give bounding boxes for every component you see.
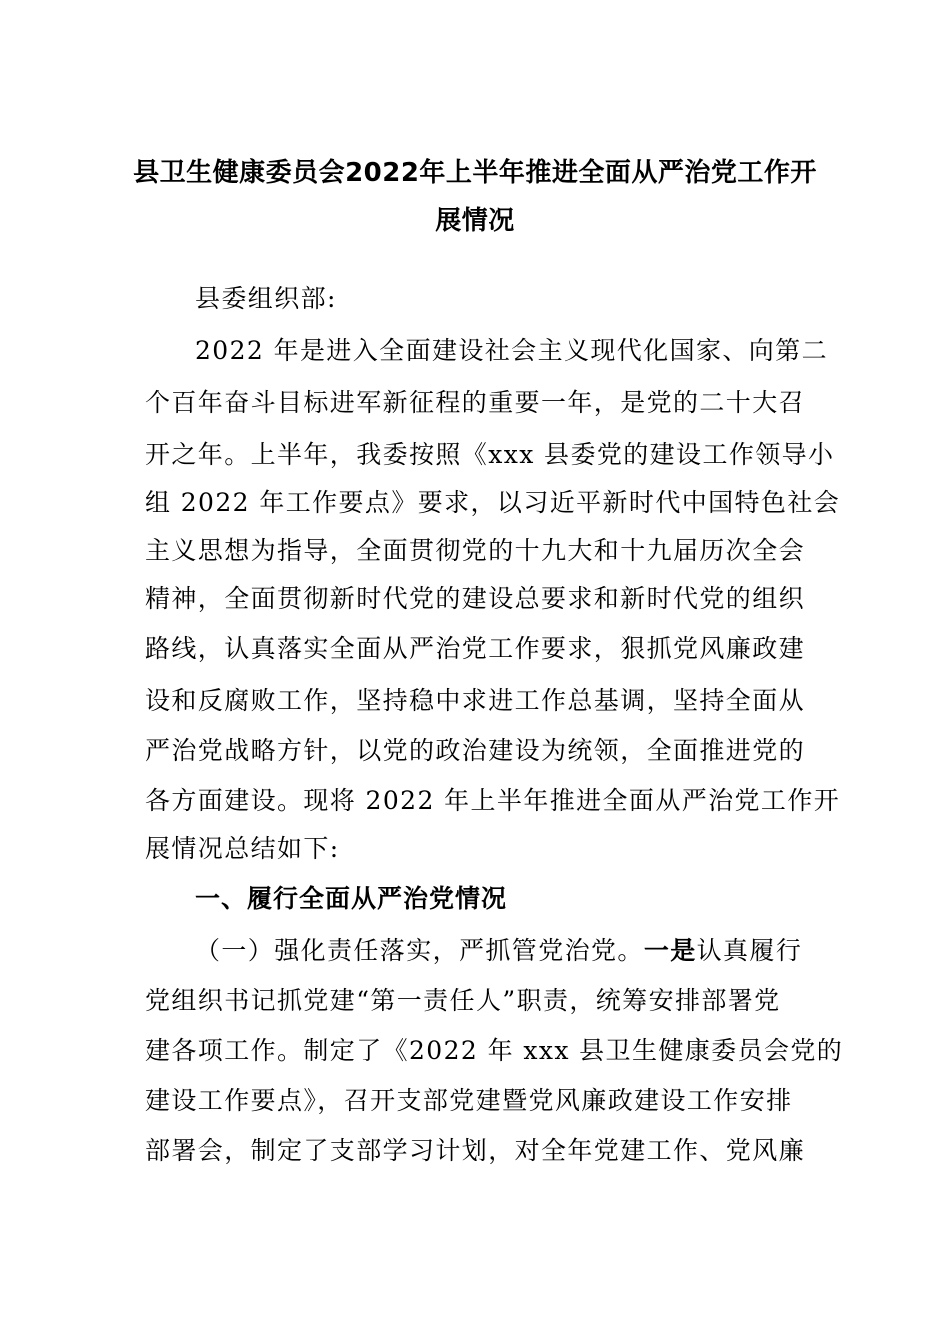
paragraph-1-line: 设和反腐败工作，坚持稳中求进工作总基调，坚持全面从 — [145, 686, 806, 715]
paragraph-1-line: 展情况总结如下: — [145, 834, 340, 863]
salutation: 县委组织部: — [195, 284, 337, 313]
paragraph-1-line: 各方面建设。现将 2022 年上半年推进全面从严治党工作开 — [145, 786, 841, 815]
paragraph-1-line: 组 2022 年工作要点》要求，以习近平新时代中国特色社会 — [145, 488, 841, 517]
paragraph-1-line: 精神，全面贯彻新时代党的建设总要求和新时代党的组织 — [145, 584, 806, 613]
section-1-heading: 一、履行全面从严治党情况 — [195, 884, 508, 913]
paragraph-2-continuation: 认真履行 — [696, 936, 803, 965]
paragraph-2-line: 建设工作要点》，召开支部党建暨党风廉政建设工作安排 — [145, 1086, 793, 1115]
paragraph-1-line: 开之年。上半年，我委按照《xxx 县委党的建设工作领导小 — [145, 440, 835, 469]
paragraph-1-line: 2022 年是进入全面建设社会主义现代化国家、向第二 — [195, 336, 828, 365]
paragraph-2-line: 建各项工作。制定了《2022 年 xxx 县卫生健康委员会党的 — [145, 1036, 844, 1065]
paragraph-2-emphasis: 一是 — [643, 936, 697, 965]
paragraph-2-first-line — [195, 934, 805, 968]
paragraph-2-line: 部署会，制定了支部学习计划，对全年党建工作、党风廉 — [145, 1136, 806, 1165]
paragraph-1-line: 严治党战略方针，以党的政治建设为统领，全面推进党的 — [145, 736, 806, 765]
document-title-line-2: 展情况 — [435, 206, 515, 236]
paragraph-1-line: 主义思想为指导，全面贯彻党的十九大和十九届历次全会 — [145, 536, 806, 565]
document-title-line-1: 县卫生健康委员会2022年上半年推进全面从严治党工作开 — [133, 158, 817, 188]
paragraph-2-subheading: （一）强化责任落实，严抓管党治党。 — [195, 936, 644, 965]
paragraph-2-line: 党组织书记抓党建“第一责任人”职责，统筹安排部署党 — [145, 986, 781, 1015]
paragraph-1-line: 路线，认真落实全面从严治党工作要求，狠抓党风廉政建 — [145, 634, 806, 663]
paragraph-1-line: 个百年奋斗目标进军新征程的重要一年，是党的二十大召 — [145, 388, 806, 417]
